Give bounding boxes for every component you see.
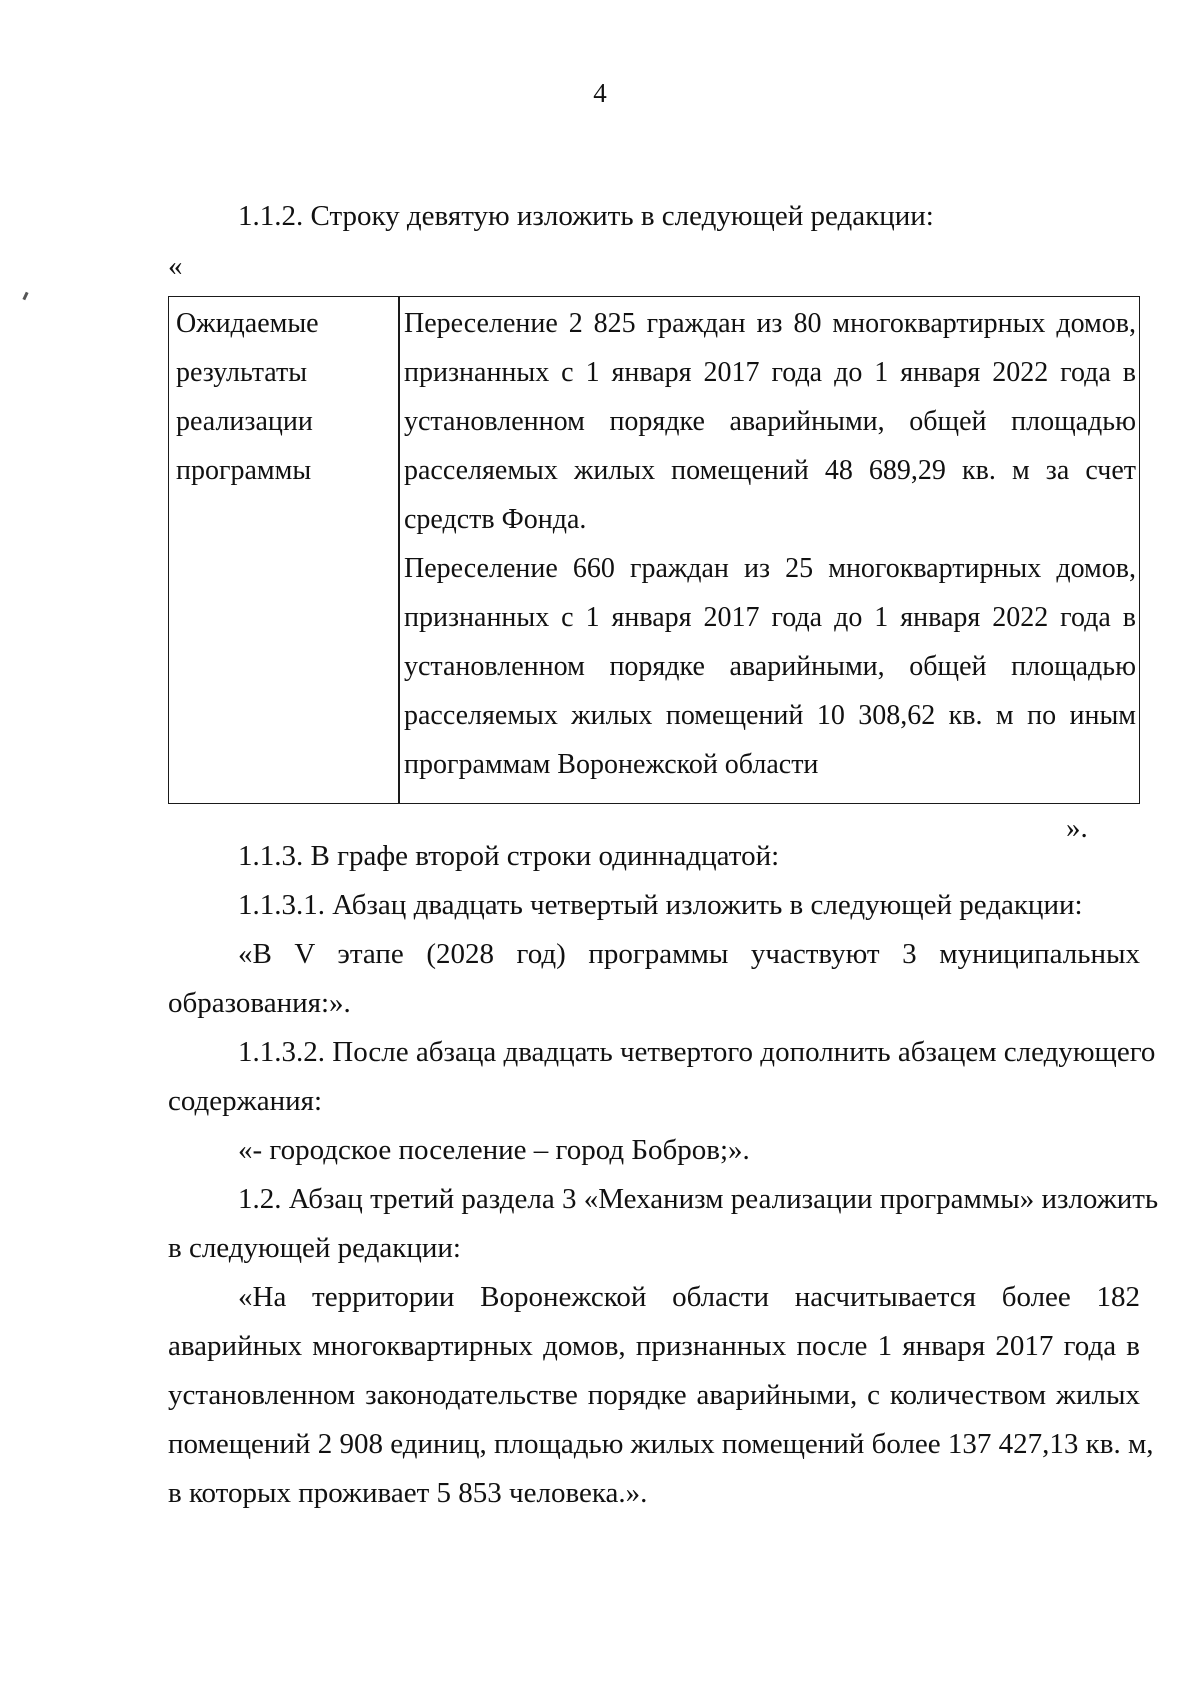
table-right-cell-line: признанных с 1 января 2017 года до 1 января 2022 года в	[404, 602, 1136, 633]
table-right-cell-line: расселяемых жилых помещений 48 689,29 кв. м за счет	[404, 455, 1136, 486]
paragraph-1-2: 1.2. Абзац третий раздела 3 «Механизм реализации программы» изложить	[238, 1183, 1159, 1215]
table-right-cell-line: расселяемых жилых помещений 10 308,62 кв. м по иным	[404, 700, 1136, 731]
quote-line: аварийных многоквартирных домов, признанных после 1 января 2017 года в	[168, 1330, 1140, 1362]
closing-quote-mark: ».	[1066, 812, 1088, 844]
paragraph-1-1-3: 1.1.3. В графе второй строки одиннадцатой:	[238, 840, 780, 872]
paragraph-1-1-3-1: 1.1.3.1. Абзац двадцать четвертый изложить в следующей редакции:	[238, 889, 1083, 921]
table-column-divider	[398, 296, 400, 804]
paragraph-1-1-3-2: 1.1.3.2. После абзаца двадцать четвертого дополнить абзацем следующего	[238, 1036, 1156, 1068]
page-number: 4	[593, 78, 607, 108]
quote-line: «В V этапе (2028 год) программы участвуют 3 муниципальных	[238, 938, 1140, 970]
opening-quote-mark: «	[168, 250, 183, 282]
section-heading-1-1-2: 1.1.2. Строку девятую изложить в следующей редакции:	[238, 200, 934, 232]
table-right-cell-line: признанных с 1 января 2017 года до 1 января 2022 года в	[404, 357, 1136, 388]
paragraph-1-2-cont: в следующей редакции:	[168, 1232, 461, 1264]
table-right-cell-line: установленном порядке аварийными, общей площадью	[404, 651, 1136, 682]
table-left-cell-line: результаты	[176, 357, 308, 388]
quote-line: «На территории Воронежской области насчитывается более 182	[238, 1281, 1140, 1313]
table-left-cell-line: программы	[176, 455, 312, 486]
table-right-cell-line: Переселение 2 825 граждан из 80 многоквартирных домов,	[404, 308, 1136, 339]
quote-line: в которых проживает 5 853 человека.».	[168, 1477, 648, 1509]
quote-line: образования:».	[168, 987, 351, 1019]
table-right-cell-line: средств Фонда.	[404, 504, 587, 535]
table-right-cell-line: Переселение 660 граждан из 25 многоквартирных домов,	[404, 553, 1136, 584]
table-left-cell-line: Ожидаемые	[176, 308, 319, 339]
paragraph-1-1-3-2-cont: содержания:	[168, 1085, 323, 1117]
quote-line: помещений 2 908 единиц, площадью жилых помещений более 137 427,13 кв. м,	[168, 1428, 1154, 1460]
table-right-cell-line: программам Воронежской области	[404, 749, 819, 780]
scan-artifact-mark	[22, 292, 28, 301]
table-left-cell-line: реализации	[176, 406, 313, 437]
quote-line: установленном законодательстве порядке аварийными, с количеством жилых	[168, 1379, 1140, 1411]
quote-line: «- городское поселение – город Бобров;».	[238, 1134, 750, 1166]
table-right-cell-line: установленном порядке аварийными, общей площадью	[404, 406, 1136, 437]
